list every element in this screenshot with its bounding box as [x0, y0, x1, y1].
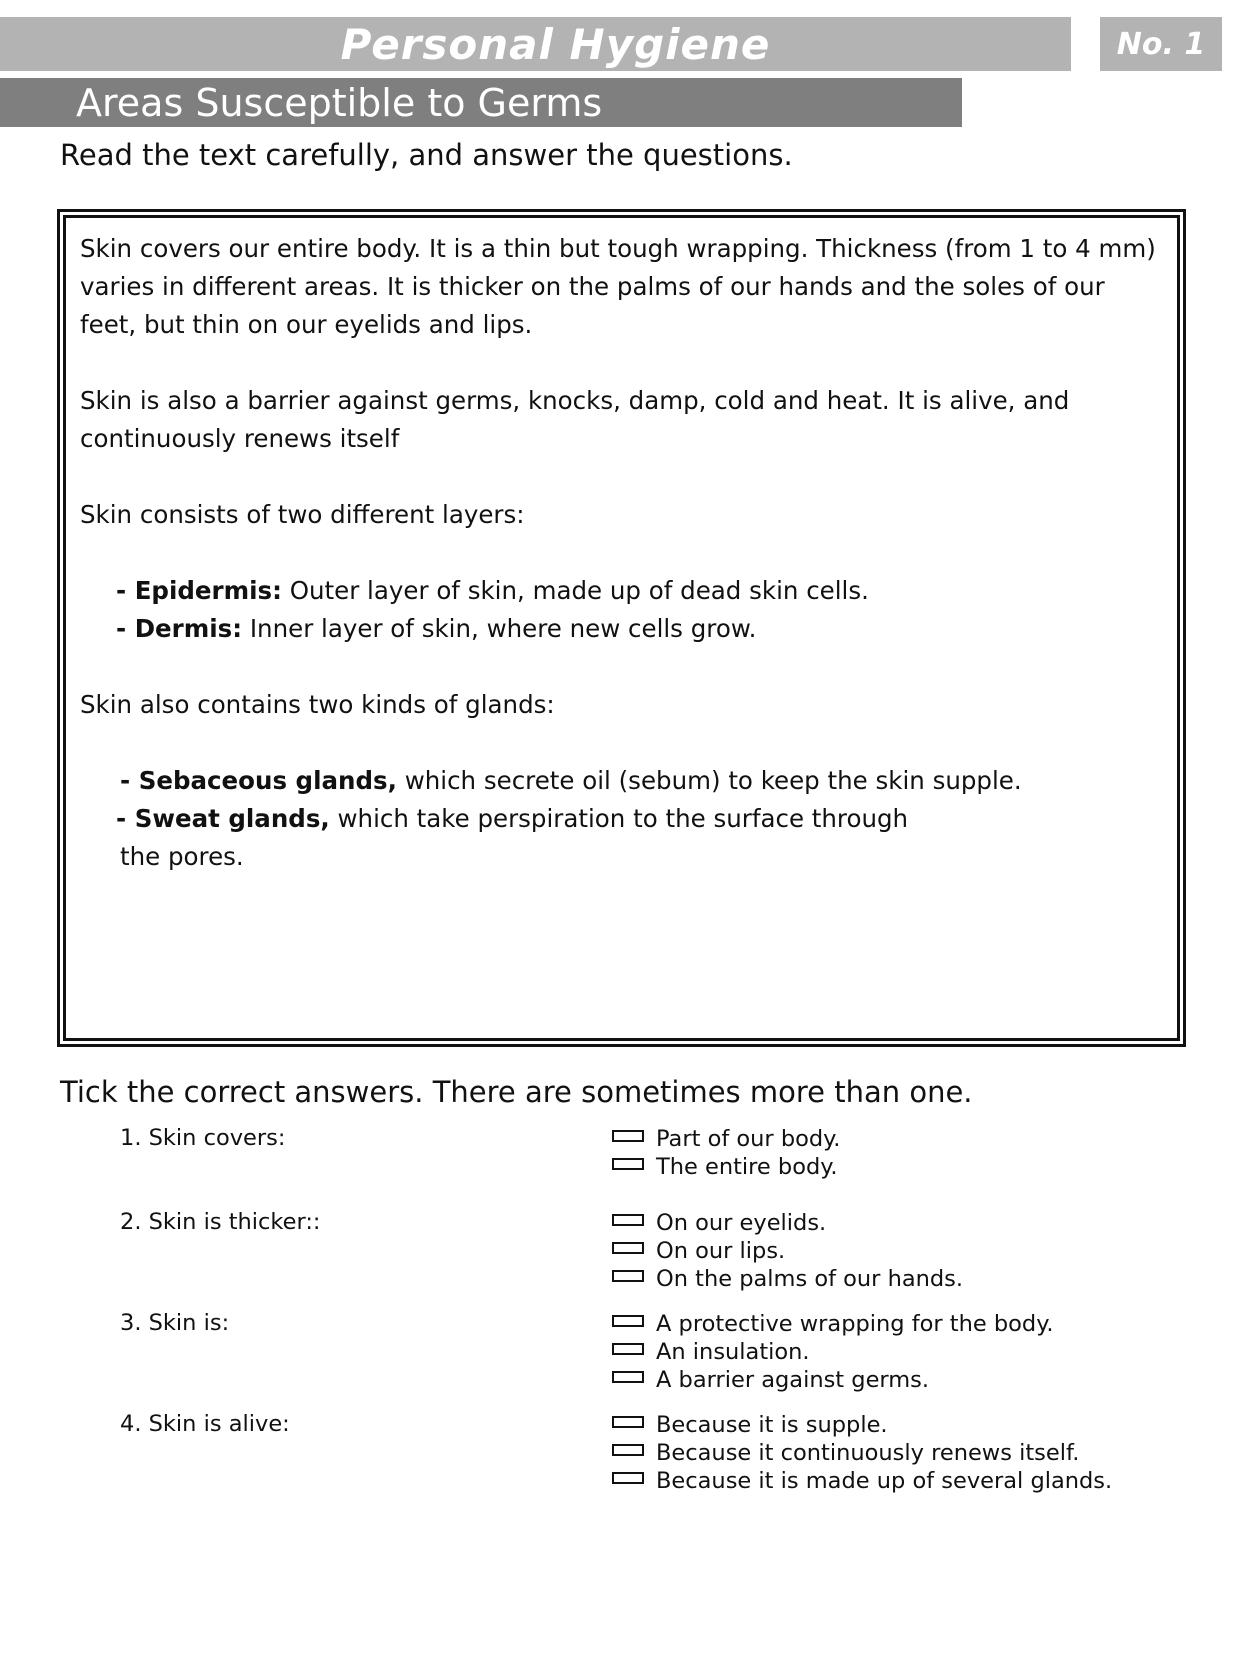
gland-item-sebaceous: [80, 762, 1163, 800]
answer-label: Because it is made up of several glands.: [656, 1468, 1113, 1494]
checkbox[interactable]: [612, 1270, 644, 1282]
worksheet-number-box: [1100, 17, 1222, 71]
layer-description: Outer layer of skin, made up of dead skin cells.: [281, 576, 869, 605]
checkbox[interactable]: [612, 1130, 644, 1142]
layer-term: - Dermis:: [116, 614, 243, 643]
page-title: Personal Hygiene: [340, 19, 771, 69]
layer-term: - Epidermis:: [116, 576, 282, 605]
checkbox[interactable]: [612, 1416, 644, 1428]
reading-frame: [57, 209, 1186, 1047]
gland-item-sweat: [80, 800, 1163, 838]
question-label: 3. Skin is:: [120, 1310, 230, 1336]
answer-label: On our lips.: [656, 1238, 786, 1264]
checkbox[interactable]: [612, 1158, 644, 1170]
answer-label: Part of our body.: [656, 1126, 841, 1152]
answer-label: Because it is supple.: [656, 1412, 888, 1438]
paragraph-2: Skin is also a barrier against germs, knocks, damp, cold and heat. It is alive, and continuously renews itself: [80, 386, 1070, 453]
answer-label: Because it continuously renews itself.: [656, 1440, 1080, 1466]
checkbox[interactable]: [612, 1472, 644, 1484]
checkbox[interactable]: [612, 1214, 644, 1226]
layer-item-dermis: [80, 610, 1163, 648]
quiz-instruction: Tick the correct answers. There are sometimes more than one.: [60, 1075, 973, 1109]
gland-description: which secrete oil (sebum) to keep the skin supple.: [396, 766, 1022, 795]
paragraph-1: Skin covers our entire body. It is a thin but tough wrapping. Thickness (from 1 to 4 mm) varies in different areas. It is thicker on the palms of our hands and the soles of our feet, but thin on our eyelids and lips.: [80, 234, 1156, 339]
answer-label: On our eyelids.: [656, 1210, 827, 1236]
layer-description: Inner layer of skin, where new cells grow.: [242, 614, 757, 643]
checkbox[interactable]: [612, 1242, 644, 1254]
answer-label: On the palms of our hands.: [656, 1266, 964, 1292]
reading-text: [63, 215, 1180, 1041]
gland-description: which take perspiration to the surface through: [329, 804, 909, 833]
question-label: 1. Skin covers:: [120, 1125, 286, 1151]
checkbox[interactable]: [612, 1343, 644, 1355]
answer-label: A protective wrapping for the body.: [656, 1311, 1054, 1337]
glands-intro: Skin also contains two kinds of glands:: [80, 690, 555, 719]
layer-item-epidermis: [80, 572, 1163, 610]
reading-instruction: Read the text carefully, and answer the questions.: [60, 138, 793, 172]
gland-item-sweat-continuation: the pores.: [120, 842, 244, 871]
title-banner: [0, 17, 1071, 71]
answer-label: The entire body.: [656, 1154, 838, 1180]
checkbox[interactable]: [612, 1371, 644, 1383]
checkbox[interactable]: [612, 1444, 644, 1456]
gland-term: - Sweat glands,: [116, 804, 330, 833]
question-label: 2. Skin is thicker::: [120, 1209, 321, 1235]
worksheet-number: No. 1: [1116, 26, 1206, 62]
question-label: 4. Skin is alive:: [120, 1411, 290, 1437]
page-subtitle: Areas Susceptible to Germs: [76, 80, 603, 125]
checkbox[interactable]: [612, 1315, 644, 1327]
gland-term: - Sebaceous glands,: [120, 766, 397, 795]
answer-label: A barrier against germs.: [656, 1367, 930, 1393]
subtitle-banner: [0, 78, 962, 127]
answer-label: An insulation.: [656, 1339, 810, 1365]
layers-intro: Skin consists of two different layers:: [80, 500, 525, 529]
